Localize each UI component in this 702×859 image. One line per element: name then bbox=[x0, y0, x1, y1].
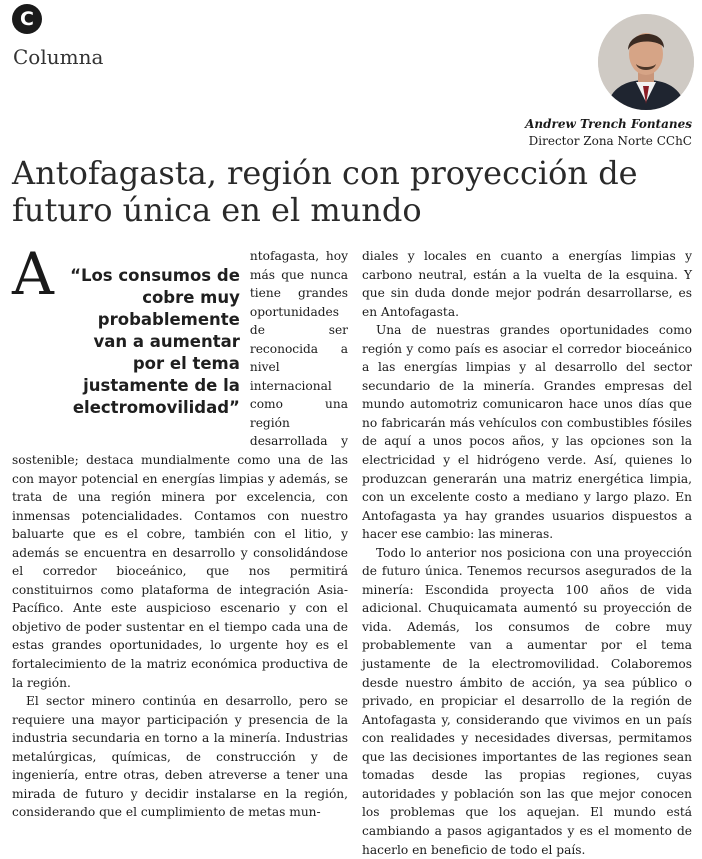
paragraph: A “Los consumos de cobre muy probablemente van a aumentar por el tema justamente de la electromovilidad” ntofagasta, hoy más que nunca tiene grandes oportunidades de ser reconocida a nivel internacional como una región desarrollada y sostenible; destaca mundialmente como una de las con mayor potencial en energías limpias y además, se trata de una región minera por excelencia, con inmensas potencialidades. Contamos con nuestro baluarte que es el cobre, también con el litio, y además se encuentra en desarrollo y consolidándose el corredor bioceánico, que nos permitirá constituirnos como plataforma de integración Asia-Pacífico. Ante este auspicioso escenario y con el objetivo de poder sustentar en el tiempo cada una de estas grandes oportunidades, lo urgente hoy es el fortalecimiento de la matriz económica productiva de la región. bbox=[12, 240, 348, 690]
paragraph: Todo lo anterior nos posiciona con una proyección de futuro única. Tenemos recursos asegurados de la minería: Escondida proyecta 100 años de vida adicional. Chuquicamata aumentó su proyección de vida. Además, los consumos de cobre muy probablemente van a aumentar por el tema justamente de la electromovilidad. Colaboremos desde nuestro ámbito de acción, ya sea público o privado, en propiciar el desarrollo de la región de Antofagasta y, considerando que vivimos en un país con realidades y necesidades diversas, permitamos que las decisiones importantes de las regiones sean tomadas desde las propias regiones, cuyas autoridades y población son las que mejor conocen los problemas que los aquejan. El mundo está cambiando a pasos agigantados y es el momento de hacerlo en beneficio de todo el país. bbox=[362, 545, 692, 857]
drop-cap: A bbox=[12, 240, 54, 308]
pull-quote: “Los consumos de cobre muy probablemente van a aumentar por el tema justamente de la electromovilidad” bbox=[70, 266, 240, 417]
author-role: Director Zona Norte CChC bbox=[528, 134, 692, 148]
paragraph: El sector minero continúa en desarrollo, pero se requiere una mayor participación y presencia de la industria secundaria en torno a la minería. Industrias metalúrgicas, químicas, de construcción y de ingeniería, entre otras, deben atreverse a tener una mirada de futuro y decidir instalarse en la región, considerando que el cumplimiento de metas mun- bbox=[12, 694, 348, 820]
headline: Antofagasta, región con proyección de futuro única en el mundo bbox=[12, 154, 638, 229]
author-portrait-icon bbox=[598, 14, 694, 110]
article-column-1 bbox=[12, 240, 348, 822]
paragraph: diales y locales en cuanto a energías limpias y carbono neutral, están a la vuelta de la esquina. Y que sin duda donde mejor podrán desarrollarse, es en Antofagasta. bbox=[362, 249, 692, 319]
author-name: Andrew Trench Fontanes bbox=[525, 117, 692, 131]
column-badge: C bbox=[12, 4, 42, 34]
paragraph: Una de nuestras grandes oportunidades como región y como país es asociar el corredor bioceánico a las energías limpias y al desarrollo del sector secundario de la minería. Grandes empresas del mundo automotriz comunicaron hace unos días que no fabricarán más vehículos con combustibles fósiles de aquí a unos pocos años, y las opciones son la electricidad y el hidrógeno verde. Así, quienes lo produzcan generarán una matriz energética limpia, con un excelente costo a mediano y largo plazo. En Antofagasta ya hay grandes usuarios dispuestos a hacer ese cambio: las mineras. bbox=[362, 323, 692, 542]
article-column-2 bbox=[362, 247, 692, 859]
author-photo bbox=[598, 14, 694, 110]
section-label: Columna bbox=[13, 45, 104, 69]
